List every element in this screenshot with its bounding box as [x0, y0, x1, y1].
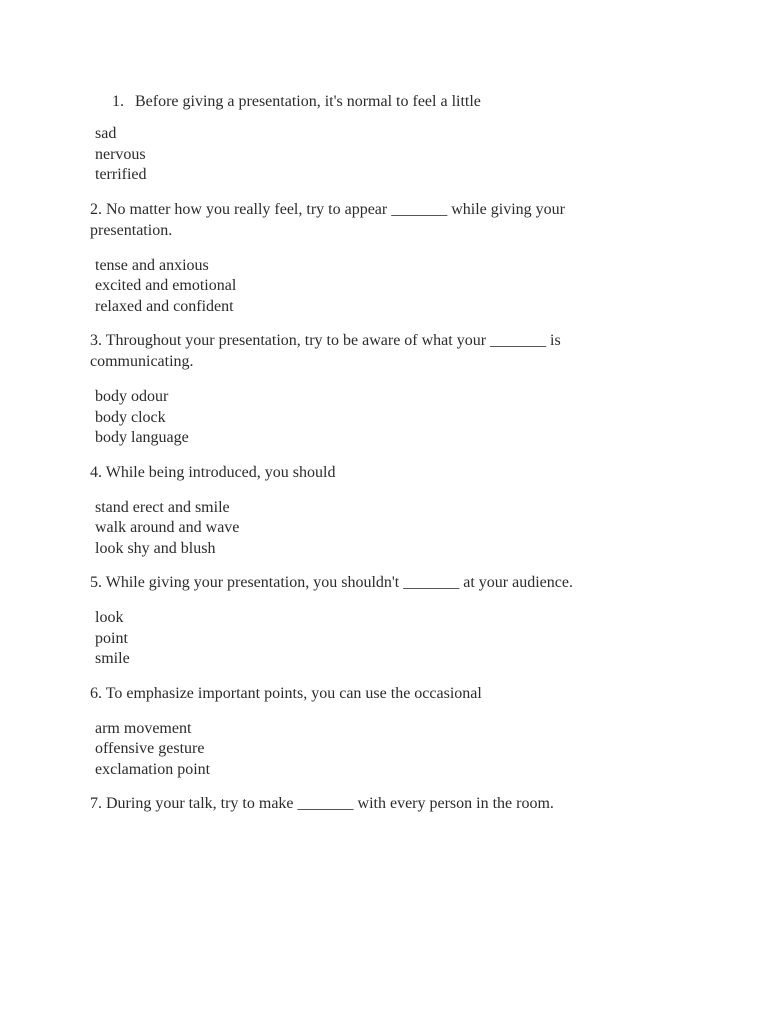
answer-options: [95, 256, 610, 318]
option: walk around and wave: [95, 519, 240, 536]
option: excited and emotional: [95, 277, 237, 294]
question-5: 5. While giving your presentation, you shouldn't _______ at your audience.: [90, 574, 573, 591]
option: exclamation point: [95, 760, 211, 778]
option: offensive gesture: [95, 740, 205, 757]
option: body language: [95, 429, 189, 446]
question-text: Before giving a presentation, it's normal to feel a little: [135, 93, 481, 110]
answer-options: [95, 387, 610, 449]
answer-options: [95, 124, 610, 186]
option: body clock: [95, 408, 166, 426]
quiz-document: [90, 92, 610, 829]
option: terrified: [95, 166, 147, 183]
option: nervous: [95, 145, 146, 163]
question-3: 3. Throughout your presentation, try to be aware of what your _______ is communicating.: [90, 332, 561, 370]
option: relaxed and confident: [95, 297, 234, 315]
option: tense and anxious: [95, 256, 209, 274]
option: arm movement: [95, 719, 192, 737]
question-1: [112, 92, 610, 112]
option: sad: [95, 125, 117, 142]
question-7: 7. During your talk, try to make _______ with every person in the room.: [90, 795, 554, 812]
question-2: 2. No matter how you really feel, try to appear _______ while giving your presentation.: [90, 200, 565, 239]
question-number: 1.: [112, 93, 124, 110]
answer-options: [95, 719, 610, 781]
question-6: 6. To emphasize important points, you can use the occasional: [90, 684, 482, 702]
answer-options: [95, 608, 610, 670]
option: stand erect and smile: [95, 498, 230, 516]
option: smile: [95, 650, 130, 667]
option: point: [95, 629, 128, 647]
option: look shy and blush: [95, 539, 216, 557]
option: body odour: [95, 388, 169, 405]
answer-options: [95, 498, 610, 560]
question-4: 4. While being introduced, you should: [90, 463, 336, 481]
option: look: [95, 609, 124, 626]
